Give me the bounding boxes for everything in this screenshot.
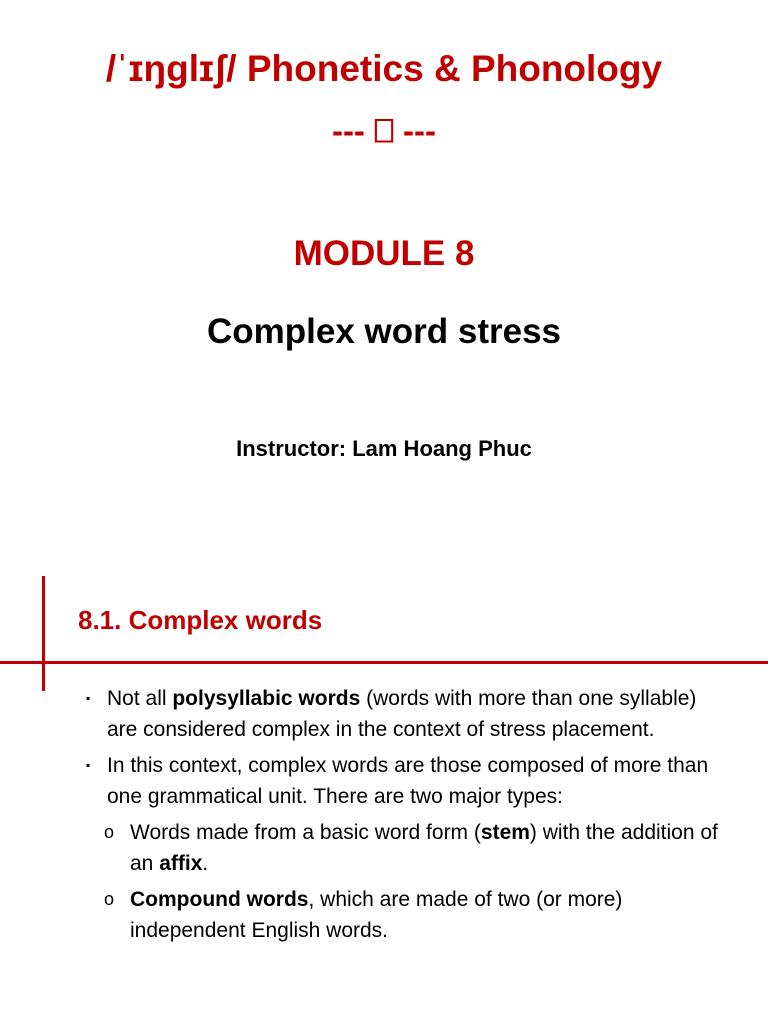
square-bullet-icon: ▪ [86, 691, 91, 705]
bullet-item: ▪ Not all polysyllabic words (words with more than one syllable) are considered complex in the context of stress placement. [86, 683, 726, 745]
module-topic: Complex word stress [207, 312, 561, 351]
sub-bullet-item: o Compound words, which are made of two (or more) independent English words. [86, 884, 726, 946]
circle-bullet-icon: o [104, 889, 115, 909]
term-polysyllabic-words: polysyllabic words [172, 687, 361, 710]
instructor-line: Instructor: Lam Hoang Phuc [236, 436, 532, 461]
accent-horizontal-line [0, 661, 768, 664]
sub-bullet-item: o Words made from a basic word form (stem) with the addition of an affix. [86, 817, 726, 879]
section-title: 8.1. Complex words [78, 605, 323, 635]
module-number: MODULE 8 [293, 234, 475, 273]
accent-vertical-line [42, 576, 45, 691]
course-title: /ˈɪŋglɪʃ/ Phonetics & Phonology [105, 48, 663, 89]
term-compound-words: Compound words [130, 888, 309, 911]
square-bullet-icon: ▪ [86, 758, 91, 772]
circle-bullet-icon: o [104, 822, 115, 842]
title-ornament: --- ⎕ --- [331, 112, 437, 149]
bullet-list [86, 683, 726, 951]
term-stem: stem [480, 821, 530, 844]
content-slide [0, 565, 768, 1024]
term-affix: affix [159, 852, 203, 875]
bullet-item: ▪ In this context, complex words are those composed of more than one grammatical unit. There are two major types: [86, 750, 726, 812]
